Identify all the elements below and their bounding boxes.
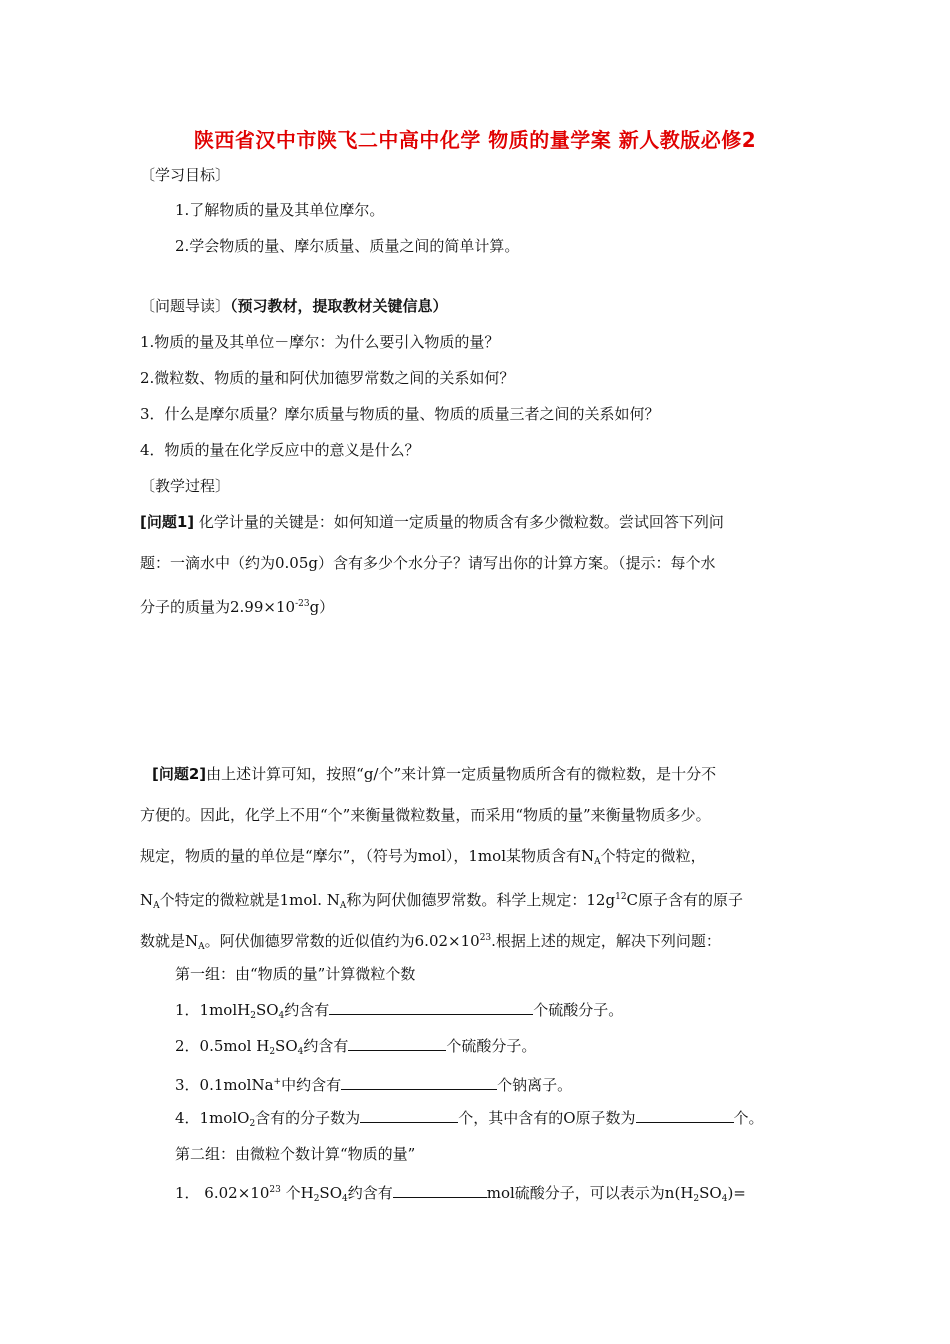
exercise-text: 个硫酸分子。 xyxy=(533,1001,624,1019)
subscript: 4 xyxy=(721,1194,728,1204)
group2-header: 第二组：由微粒个数计算“物质的量” xyxy=(175,1145,416,1163)
exercise-text: )= xyxy=(727,1184,746,1202)
exercise-text: 1．1molH xyxy=(175,1001,251,1019)
exercise-text: 个H xyxy=(280,1184,314,1202)
question2-line xyxy=(140,846,706,872)
subscript: 2 xyxy=(313,1194,320,1204)
subscript: 4 xyxy=(297,1047,304,1057)
question1-text: 分子的质量为2.99×10 xyxy=(140,598,296,616)
question1-label: [问题1] xyxy=(140,513,195,531)
question2-text: 。阿伏伽德罗常数的近似值约为6.02×10 xyxy=(204,932,480,950)
exponent: -23 xyxy=(295,599,310,609)
subscript: A xyxy=(339,901,347,911)
subscript: 4 xyxy=(342,1194,348,1204)
exercise-item xyxy=(175,1108,764,1134)
question2-line xyxy=(152,764,716,784)
exercise-text: SO xyxy=(275,1037,298,1055)
question2-line xyxy=(140,887,743,916)
subscript: 2 xyxy=(693,1194,700,1204)
goals-header: 〔学习目标〕 xyxy=(140,166,231,184)
goal-item: 1.了解物质的量及其单位摩尔。 xyxy=(175,201,385,219)
answer-blank[interactable] xyxy=(341,1075,497,1090)
subscript: 2 xyxy=(249,1119,256,1129)
guide-item: 1.物质的量及其单位－摩尔：为什么要引入物质的量？ xyxy=(140,333,500,351)
question2-text: 数就是N xyxy=(140,932,199,950)
exercise-text: 含有的分子数为 xyxy=(255,1109,361,1127)
question2-line: 方便的。因此，化学上不用“个”来衡量微粒数量，而采用“物质的量”来衡量物质多少。 xyxy=(140,806,711,824)
exercise-text: 约含有 xyxy=(284,1001,330,1019)
exercise-text: 约含有 xyxy=(347,1184,393,1202)
exercise-text: 3．0.1molNa xyxy=(175,1076,274,1094)
question2-text: .根据上述的规定，解决下列问题： xyxy=(491,932,721,950)
exercise-text: SO xyxy=(699,1184,722,1202)
question2-text: 称为阿伏伽德罗常数。科学上规定：12g xyxy=(346,891,616,909)
subscript: 2 xyxy=(250,1011,256,1021)
exercise-text: 中约含有 xyxy=(281,1076,342,1094)
answer-blank[interactable] xyxy=(393,1183,487,1198)
question1-line xyxy=(140,512,724,532)
answer-blank[interactable] xyxy=(329,1000,533,1015)
question1-text: 化学计量的关键是：如何知道一定质量的物质含有多少微粒数。尝试回答下列问 xyxy=(194,513,724,531)
guide-item: 4．物质的量在化学反应中的意义是什么？ xyxy=(140,441,420,459)
exercise-text: 2．0.5mol H xyxy=(175,1037,270,1055)
superscript: + xyxy=(273,1077,282,1087)
exercise-item xyxy=(175,1072,572,1095)
question2-text: C原子含有的原子 xyxy=(626,891,744,909)
question1-line xyxy=(140,594,334,617)
goal-item: 2.学会物质的量、摩尔质量、质量之间的简单计算。 xyxy=(175,237,520,255)
question1-text: g） xyxy=(309,598,335,616)
question2-label: [问题2] xyxy=(152,765,207,783)
subscript: A xyxy=(594,857,601,867)
answer-blank[interactable] xyxy=(636,1108,734,1123)
subscript: 2 xyxy=(269,1047,276,1057)
exercise-text: 个硫酸分子。 xyxy=(446,1037,537,1055)
answer-blank[interactable] xyxy=(348,1036,446,1051)
question2-line xyxy=(140,928,721,957)
subscript: 4 xyxy=(278,1011,285,1021)
exercise-text: 个钠离子。 xyxy=(497,1076,573,1094)
guide-item: 2.微粒数、物质的量和阿伏加德罗常数之间的关系如何？ xyxy=(140,369,515,387)
exercise-text: mol硫酸分子，可以表示为n(H xyxy=(486,1184,694,1202)
guide-note: （预习教材，提取教材关键信息） xyxy=(230,297,448,315)
exercise-item xyxy=(175,1000,623,1026)
question2-text: 个特定的微粒， xyxy=(600,847,706,865)
exercise-text: 4．1molO xyxy=(175,1109,250,1127)
exercise-text: SO xyxy=(255,1001,279,1019)
process-header: 〔教学过程〕 xyxy=(140,477,231,495)
question2-text: 个特定的微粒就是1mol. N xyxy=(159,891,340,909)
guide-header: 〔问题导读〕 xyxy=(140,297,231,315)
exercise-text: 个，其中含有的O原子数为 xyxy=(458,1109,636,1127)
exercise-item xyxy=(175,1180,746,1209)
exercise-text: 约含有 xyxy=(303,1037,349,1055)
superscript: 12 xyxy=(615,892,627,902)
question2-text: 由上述计算可知，按照“g/个”来计算一定质量物质所含有的微粒数，是十分不 xyxy=(206,765,717,783)
exercise-text: 1． 6.02×10 xyxy=(175,1184,270,1202)
document-title: 陕西省汉中市陕飞二中高中化学 物质的量学案 新人教版必修2 xyxy=(193,128,757,152)
guide-heading xyxy=(140,296,448,316)
question2-text: 规定，物质的量的单位是“摩尔”，（符号为mol），1mol某物质含有N xyxy=(140,847,595,865)
group1-header: 第一组：由“物质的量”计算微粒个数 xyxy=(175,965,416,983)
superscript: 23 xyxy=(269,1185,281,1195)
question1-line: 题：一滴水中（约为0.05g）含有多少个水分子？请写出你的计算方案。（提示：每个水 xyxy=(140,554,716,572)
subscript: A xyxy=(153,901,160,911)
exercise-item xyxy=(175,1036,536,1062)
guide-item: 3．什么是摩尔质量？摩尔质量与物质的量、物质的质量三者之间的关系如何？ xyxy=(140,405,660,423)
question2-text: N xyxy=(140,891,154,909)
exercise-text: SO xyxy=(319,1184,342,1202)
answer-blank[interactable] xyxy=(360,1108,458,1123)
superscript: 23 xyxy=(479,933,492,943)
exercise-text: 个。 xyxy=(733,1109,764,1127)
subscript: A xyxy=(198,942,205,952)
